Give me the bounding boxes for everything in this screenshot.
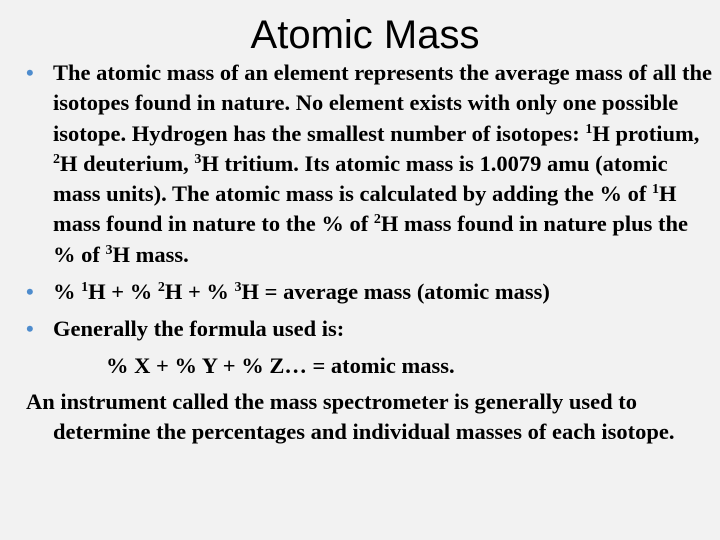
text-segment: % bbox=[53, 279, 82, 305]
superscript: 3 bbox=[234, 280, 242, 296]
bullet-icon: • bbox=[26, 316, 34, 342]
bullet-formula-intro bbox=[26, 314, 716, 344]
text-segment: H tritium. Its atomic mass is 1.0079 amu (atomic mass units). The atomic mass is calculated by adding the % of bbox=[53, 150, 668, 207]
superscript: 2 bbox=[157, 280, 165, 296]
text-segment: H mass found in nature plus the % of bbox=[53, 211, 689, 267]
text-segment: Generally the formula used is: bbox=[53, 316, 345, 342]
text-segment: The atomic mass of an element represents the average mass of all the isotopes found in nature. No element exists with only one possible isotope. Hydrogen has the smallest number of isotopes: bbox=[53, 60, 713, 146]
superscript: 2 bbox=[53, 151, 60, 167]
formula-line: % X + % Y + % Z… = atomic mass. bbox=[106, 352, 455, 378]
bullet-icon: • bbox=[26, 279, 34, 305]
slide-title: Atomic Mass bbox=[250, 13, 480, 57]
text-segment: H mass found in nature to the % of bbox=[53, 181, 677, 237]
superscript: 1 bbox=[585, 121, 593, 137]
text-segment: H = average mass (atomic mass) bbox=[241, 279, 550, 305]
bullet-isotope-sum bbox=[26, 277, 716, 307]
text-segment: H protium, bbox=[592, 120, 700, 146]
superscript: 1 bbox=[81, 280, 89, 296]
text-segment: H + % bbox=[164, 279, 235, 305]
bullet-icon: • bbox=[26, 60, 34, 85]
superscript: 2 bbox=[373, 212, 381, 228]
superscript: 3 bbox=[194, 151, 202, 167]
superscript: 3 bbox=[105, 242, 113, 258]
superscript: 1 bbox=[652, 182, 660, 198]
slide-body bbox=[26, 58, 716, 448]
closing-paragraph: An instrument called the mass spectrometer is generally used to determine the percentages and individual masses of each isotope. bbox=[26, 388, 675, 445]
text-segment: H deuterium, bbox=[60, 150, 195, 176]
bullet-atomic-mass-definition bbox=[26, 58, 716, 270]
text-segment: H mass. bbox=[112, 241, 189, 267]
text-segment: H + % bbox=[88, 279, 158, 305]
